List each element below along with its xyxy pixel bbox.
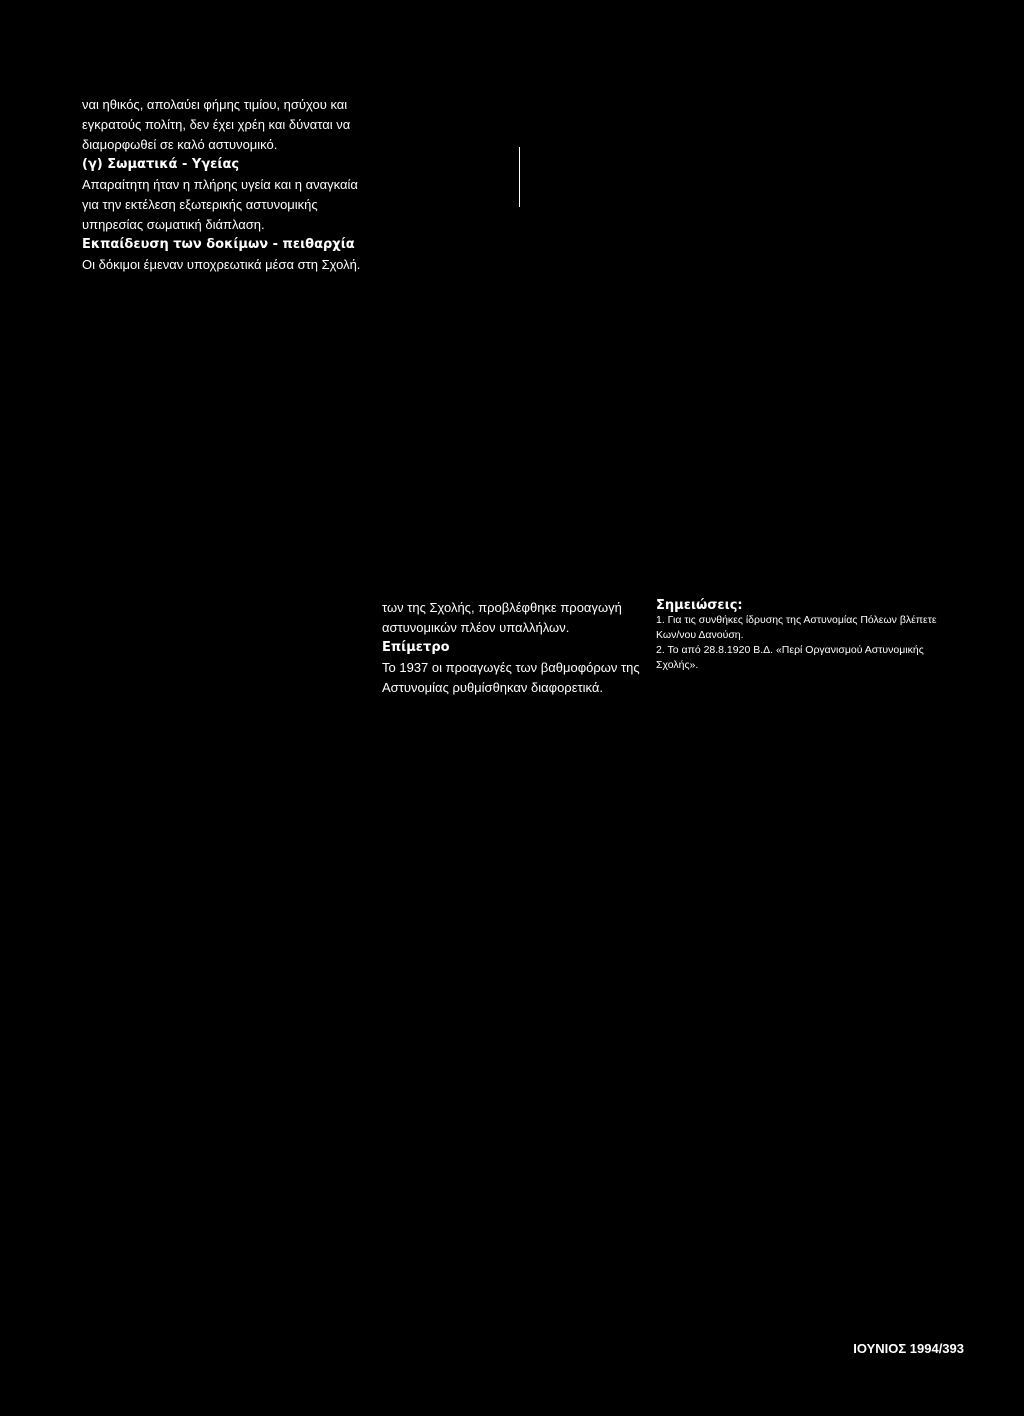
paragraph: Απαραίτητη ήταν η πλήρης υγεία και η αναγκαία για την εκτέλεση εξωτερικής αστυνομικής υπηρεσίας σωματική διάπλαση. <box>82 177 358 232</box>
notes-column <box>656 598 956 673</box>
vertical-rule <box>519 147 520 207</box>
paragraph: Το 1937 οι προαγωγές των βαθμοφόρων της Αστυνομίας ρυθμίσθηκαν διαφορετικά. <box>382 660 640 695</box>
paragraph: των της Σχολής, προβλέφθηκε προαγωγή αστυνομικών πλέον υπαλλήλων. <box>382 600 622 635</box>
column-2 <box>382 598 657 698</box>
section-heading: Επίμετρο <box>382 640 450 655</box>
notes-heading: Σημειώσεις: <box>656 598 743 613</box>
section-heading: Εκπαίδευση των δοκίμων - πειθαρχία <box>82 237 355 252</box>
page-footer: ΙΟΥΝΙΟΣ 1994/393 <box>853 1341 964 1356</box>
paragraph: Οι δόκιμοι έμεναν υποχρεωτικά μέσα στη Σχολή. <box>82 257 361 272</box>
section-heading: (γ) Σωματικά - Υγείας <box>82 157 240 172</box>
note: 2. Το από 28.8.1920 Β.Δ. «Περί Οργανισμού Αστυνομικής Σχολής». <box>656 644 924 671</box>
note: 1. Για τις συνθήκες ίδρυσης της Αστυνομίας Πόλεων βλέπετε Κων/νου Δανούση. <box>656 614 937 641</box>
column-1 <box>82 95 368 275</box>
paragraph: ναι ηθικός, απολαύει φήμης τιμίου, ησύχου και εγκρατούς πολίτη, δεν έχει χρέη και δύναται να διαμορφωθεί σε καλό αστυνομικό. <box>82 97 351 152</box>
